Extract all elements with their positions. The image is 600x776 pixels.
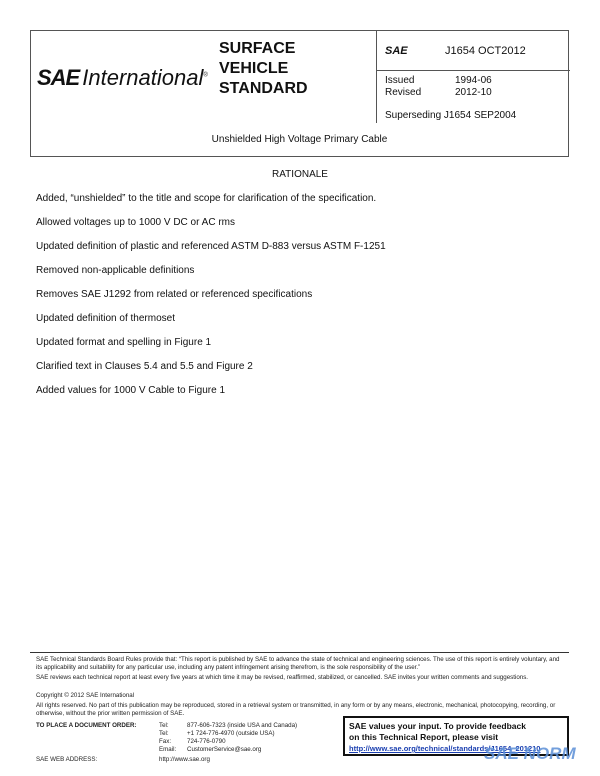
doc-dates bbox=[385, 75, 492, 99]
rationale-item: Updated format and spelling in Figure 1 bbox=[36, 337, 212, 348]
watermark-logo: SAE NORM bbox=[484, 744, 576, 763]
standard-type-line: VEHICLE bbox=[219, 60, 289, 77]
header-box bbox=[30, 30, 569, 157]
rationale-item: Clarified text in Clauses 5.4 and 5.5 and Figure 2 bbox=[36, 361, 253, 372]
rationale-item: Removed non-applicable definitions bbox=[36, 265, 195, 276]
email-label: Email: bbox=[159, 746, 177, 753]
rationale-list bbox=[36, 192, 386, 408]
footer-divider bbox=[30, 652, 569, 653]
order-label: TO PLACE A DOCUMENT ORDER: bbox=[36, 722, 137, 729]
tel2-label: Tel: bbox=[159, 730, 169, 737]
feedback-link[interactable]: http://www.sae.org/technical/standards/J1654_201210 bbox=[349, 744, 541, 753]
tel-label: Tel: bbox=[159, 722, 169, 729]
doc-title: Unshielded High Voltage Primary Cable bbox=[211, 134, 388, 145]
rationale-item: Removes SAE J1292 from related or referenced specifications bbox=[36, 289, 313, 300]
tel-outside: +1 724-776-4970 (outside USA) bbox=[187, 730, 275, 737]
rationale-item: Added values for 1000 V Cable to Figure 1 bbox=[36, 385, 226, 396]
standard-type bbox=[219, 39, 308, 99]
web-label: SAE WEB ADDRESS: bbox=[36, 756, 98, 763]
standard-type-line: SURFACE bbox=[219, 40, 296, 57]
sae-mark-icon: SAE bbox=[385, 45, 408, 57]
rationale-heading: RATIONALE bbox=[272, 169, 328, 180]
fax: 724-776-0790 bbox=[187, 738, 226, 745]
tel-inside: 877-606-7323 (inside USA and Canada) bbox=[187, 722, 298, 729]
email-link[interactable]: CustomerService@sae.org bbox=[187, 746, 262, 753]
feedback-text: SAE values your input. To provide feedback bbox=[349, 721, 526, 731]
rationale-item: Allowed voltages up to 1000 V DC or AC rms bbox=[36, 217, 235, 228]
rationale-item: Updated definition of plastic and referenced ASTM D-883 versus ASTM F-1251 bbox=[36, 241, 386, 252]
sae-logo: SAE International® bbox=[37, 65, 208, 90]
review-note: SAE reviews each technical report at least every five years at which time it may be revised, reaffirmed, stabilized, or cancelled. SAE invites your written comments and suggestions. bbox=[36, 674, 529, 681]
fax-label: Fax: bbox=[159, 738, 172, 745]
revised-date: 2012-10 bbox=[455, 87, 492, 98]
board-rules: SAE Technical Standards Board Rules provide that: “This report is published by SAE to advance the state of technical and engineering sciences. The use of this report is entirely voluntary, and its applicability and suitability for any particular use, including any patent infringement arising therefrom, is the sole responsibility of the user.” bbox=[36, 656, 560, 671]
copyright: Copyright © 2012 SAE International bbox=[36, 692, 135, 699]
superseding: Superseding J1654 SEP2004 bbox=[385, 110, 517, 121]
rationale-item: Updated definition of thermoset bbox=[36, 313, 175, 324]
rights-note: All rights reserved. No part of this publication may be reproduced, stored in a retrieval system or transmitted, in any form or by any means, electronic, mechanical, photocopying, recording, or otherwise, without the prior written permission of SAE. bbox=[36, 702, 556, 717]
revised-label: Revised bbox=[385, 87, 422, 98]
standard-type-line: STANDARD bbox=[219, 80, 308, 97]
issued-label: Issued bbox=[385, 75, 415, 86]
rationale-item: Added, “unshielded” to the title and scope for clarification of the specification. bbox=[36, 193, 377, 204]
divider bbox=[376, 31, 377, 123]
web-link[interactable]: http://www.sae.org bbox=[159, 756, 210, 763]
divider bbox=[376, 70, 570, 71]
doc-number: J1654 OCT2012 bbox=[445, 45, 526, 57]
issued-date: 1994-06 bbox=[455, 75, 492, 86]
feedback-text: on this Technical Report, please visit bbox=[349, 732, 499, 742]
